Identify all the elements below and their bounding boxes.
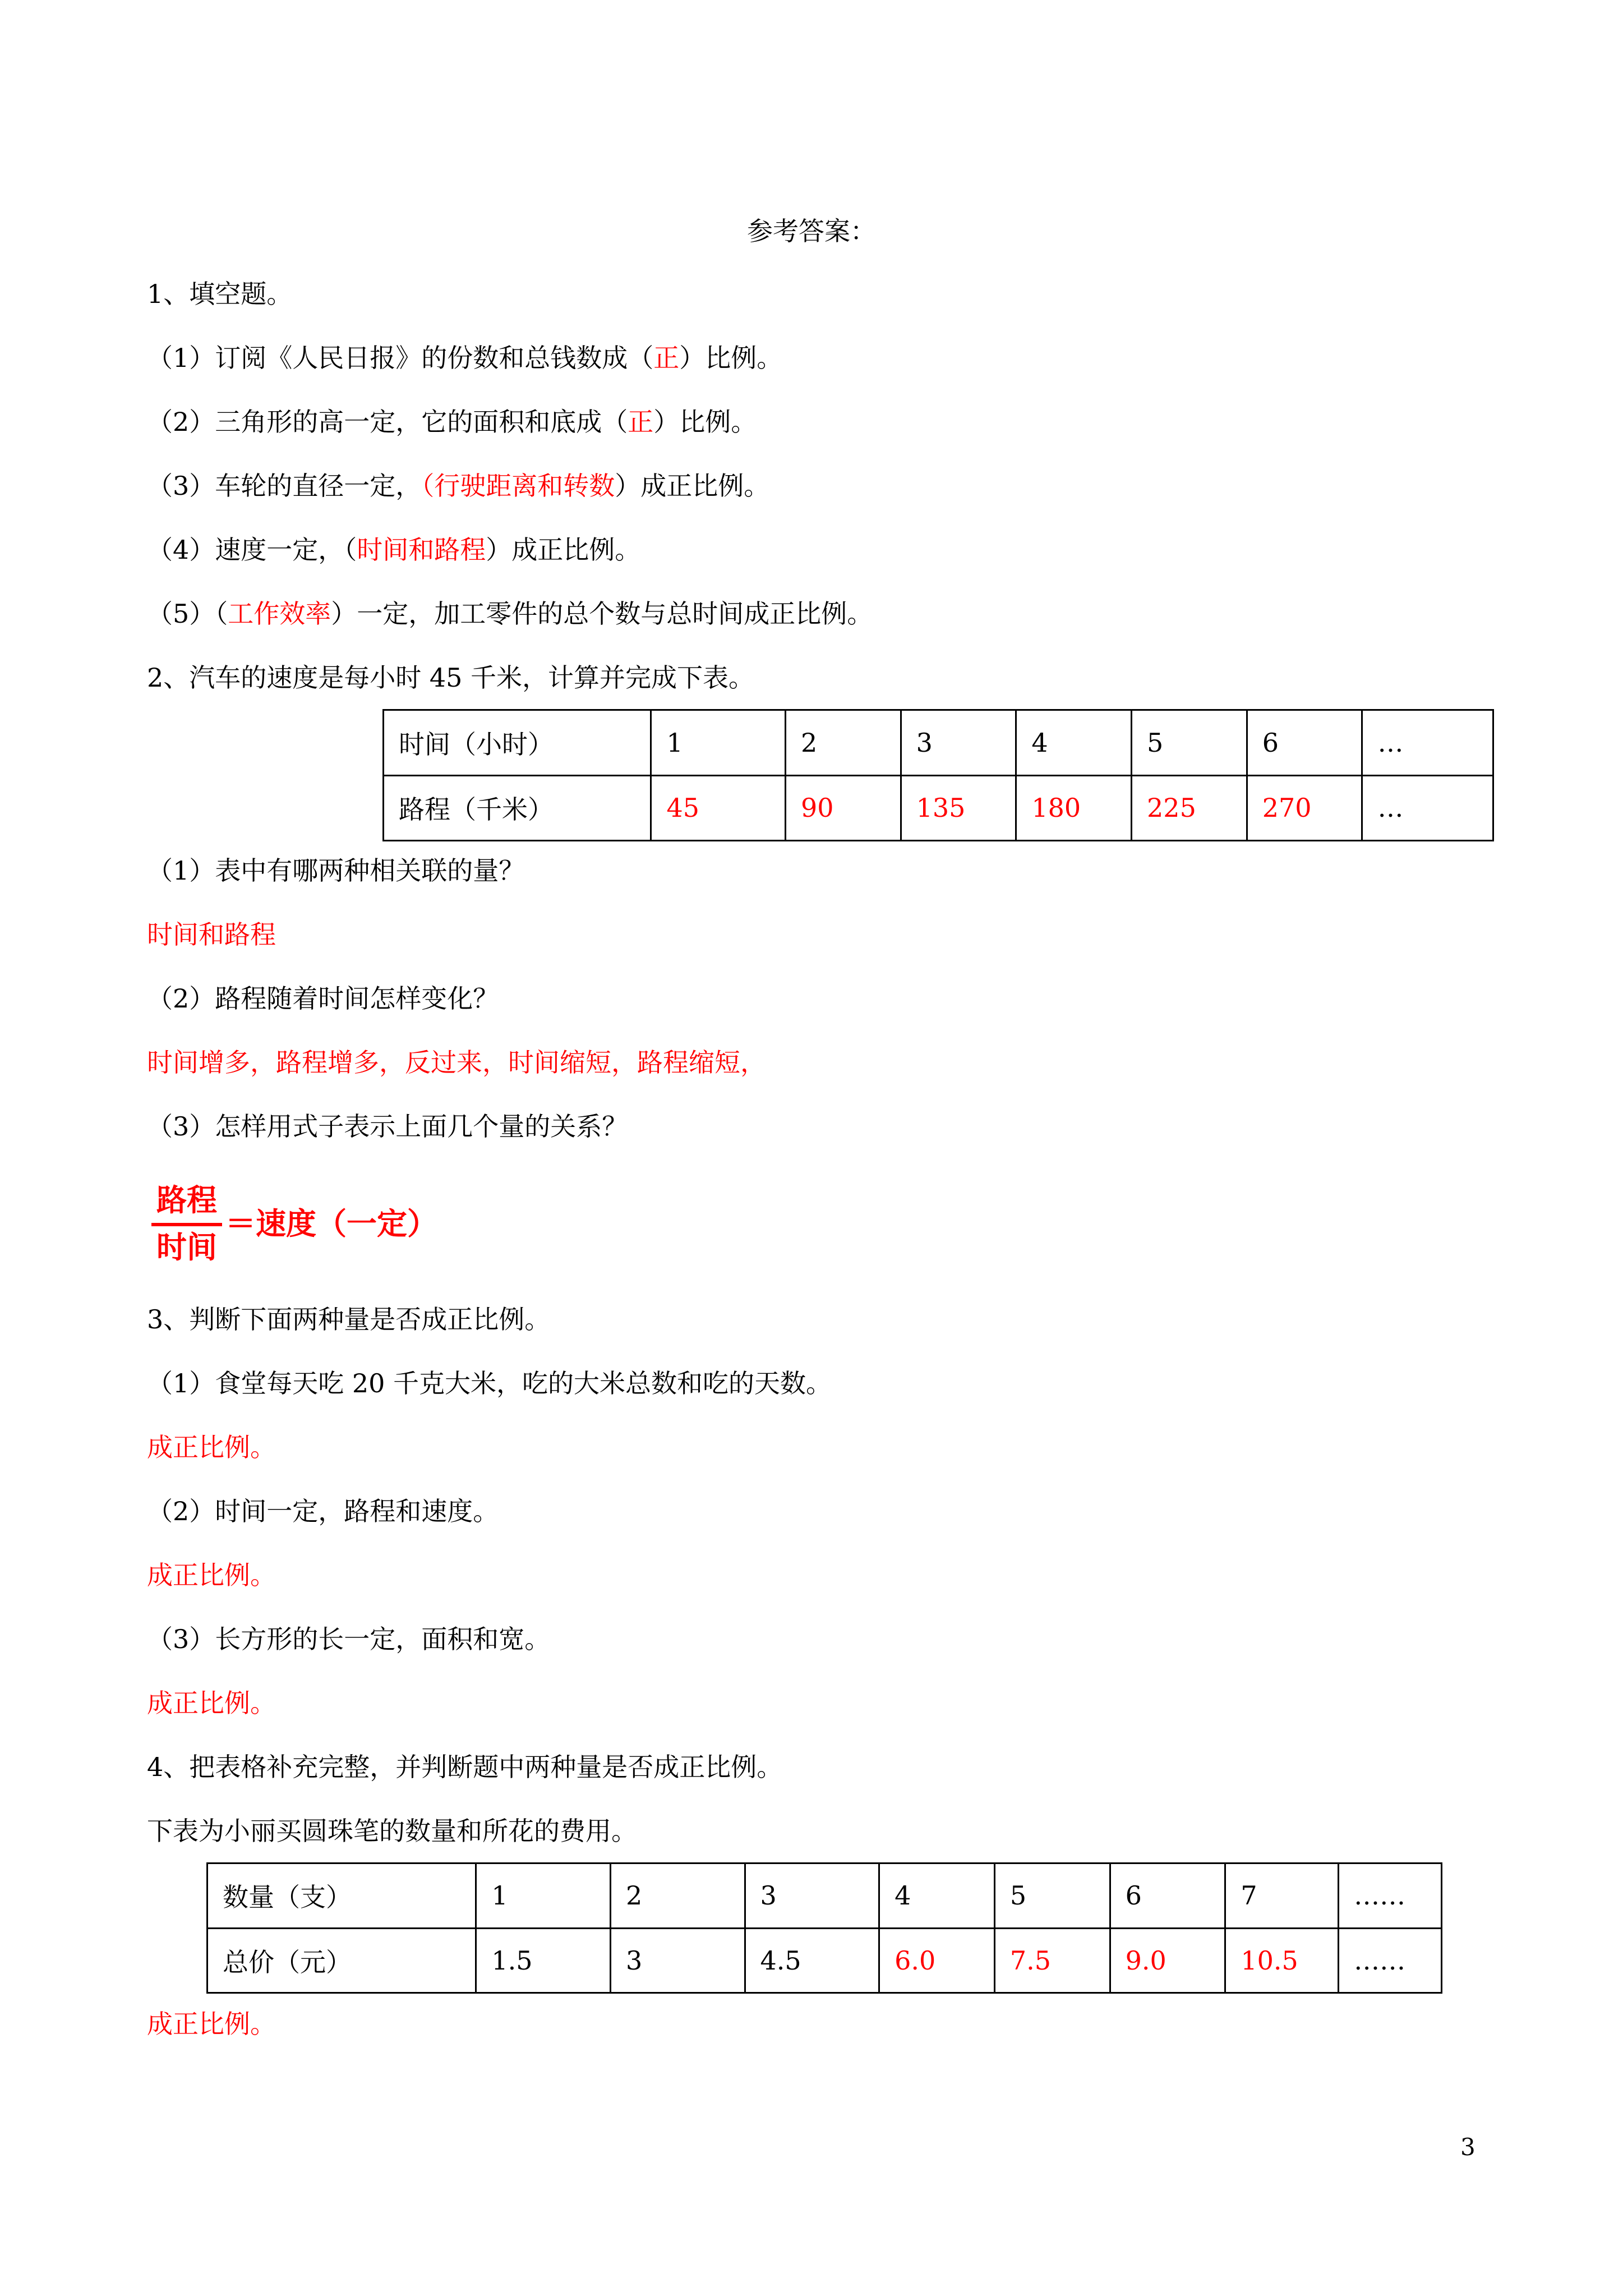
q1-item-1-answer: 正 (653, 343, 680, 373)
table-cell: 7 (1225, 1864, 1339, 1929)
table-cell: 总价（元） (208, 1928, 476, 1993)
q2-sub2-question: （2）路程随着时间怎样变化？ (147, 983, 499, 1014)
q4-heading: 4、把表格补充完整，并判断题中两种量是否成正比例。 (147, 1752, 783, 1782)
table-cell: 2 (785, 710, 901, 776)
table-cell: …… (1339, 1928, 1442, 1993)
q1-item-5-answer: 工作效率 (228, 599, 331, 629)
table-cell: 6 (1247, 710, 1362, 776)
q1-item-4-answer: 时间和路程 (357, 535, 486, 565)
q4-intro: 下表为小丽买圆珠笔的数量和所花的费用。 (147, 1816, 637, 1846)
table-cell-answer: 6.0 (879, 1928, 995, 1993)
table-cell-answer: 270 (1247, 775, 1362, 841)
speed-table (382, 709, 1494, 841)
table-cell-answer: 135 (901, 775, 1016, 841)
table-cell: … (1362, 710, 1493, 776)
table-cell: 时间（小时） (384, 710, 651, 776)
page-number: 3 (1460, 2133, 1476, 2161)
table-cell-answer: 180 (1016, 775, 1132, 841)
table-cell-answer: 10.5 (1225, 1928, 1339, 1993)
q2-heading: 2、汽车的速度是每小时 45 千米，计算并完成下表。 (147, 662, 755, 693)
table-cell-answer: 90 (785, 775, 901, 841)
table-cell: 1.5 (476, 1928, 611, 1993)
pen-price-table (206, 1862, 1442, 1994)
table-cell: 3 (611, 1928, 745, 1993)
table-cell: 1 (651, 710, 786, 776)
table-cell: …… (1339, 1864, 1442, 1929)
q2-sub3-question: （3）怎样用式子表示上面几个量的关系？ (147, 1111, 628, 1142)
q4-answer: 成正比例。 (147, 2009, 276, 2039)
q3-heading: 3、判断下面两种量是否成正比例。 (147, 1304, 551, 1335)
q1-heading: 1、填空题。 (147, 279, 293, 309)
table-cell-answer: 9.0 (1110, 1928, 1225, 1993)
q3-item-2-question: （2）时间一定，路程和速度。 (147, 1496, 499, 1526)
q3-item-3-answer: 成正比例。 (147, 1688, 276, 1718)
fraction-bar (151, 1223, 222, 1226)
table-cell: 3 (745, 1864, 879, 1929)
q1-item-5: （5）（工作效率）一定，加工零件的总个数与总时间成正比例。 (147, 599, 873, 629)
table-row-total-price (208, 1928, 1442, 1993)
q3-item-1-answer: 成正比例。 (147, 1432, 276, 1462)
formula-denominator: 时间 (156, 1230, 217, 1265)
table-cell-answer: 7.5 (994, 1928, 1110, 1993)
q1-item-2-answer: 正 (628, 407, 654, 437)
q2-sub1-answer: 时间和路程 (147, 919, 276, 950)
table-cell: 5 (1132, 710, 1247, 776)
table-row-time (384, 710, 1493, 776)
page-title: 参考答案： (747, 216, 876, 246)
table-cell: … (1362, 775, 1493, 841)
table-cell-answer: 225 (1132, 775, 1247, 841)
table-row-distance (384, 775, 1493, 841)
table-cell: 4 (1016, 710, 1132, 776)
formula-rest: ＝速度（一定） (225, 1206, 437, 1241)
table-cell: 路程（千米） (384, 775, 651, 841)
q1-item-1: （1）订阅《人民日报》的份数和总钱数成（正）比例。 (147, 343, 783, 373)
q1-item-4: （4）速度一定，（时间和路程）成正比例。 (147, 535, 641, 565)
table-cell: 5 (994, 1864, 1110, 1929)
table-cell: 数量（支） (208, 1864, 476, 1929)
q3-item-2-answer: 成正比例。 (147, 1560, 276, 1590)
table-cell: 3 (901, 710, 1016, 776)
formula-numerator: 路程 (156, 1182, 217, 1218)
q1-item-2: （2）三角形的高一定，它的面积和底成（正）比例。 (147, 407, 757, 437)
table-cell: 1 (476, 1864, 611, 1929)
q2-sub1-question: （1）表中有哪两种相关联的量？ (147, 855, 525, 886)
q2-sub2-answer: 时间增多，路程增多，反过来，时间缩短，路程缩短， (147, 1047, 766, 1078)
q3-item-3-question: （3）长方形的长一定，面积和宽。 (147, 1624, 551, 1654)
q3-item-1-question: （1）食堂每天吃 20 千克大米，吃的大米总数和吃的天数。 (147, 1368, 832, 1398)
q1-item-3-answer: （行驶距离和转数 (421, 471, 615, 501)
table-row-quantity (208, 1864, 1442, 1929)
table-cell: 4.5 (745, 1928, 879, 1993)
table-cell: 2 (611, 1864, 745, 1929)
table-cell: 6 (1110, 1864, 1225, 1929)
table-cell-answer: 45 (651, 775, 786, 841)
q1-item-3: （3）车轮的直径一定，（行驶距离和转数）成正比例。 (147, 471, 770, 501)
table-cell: 4 (879, 1864, 995, 1929)
